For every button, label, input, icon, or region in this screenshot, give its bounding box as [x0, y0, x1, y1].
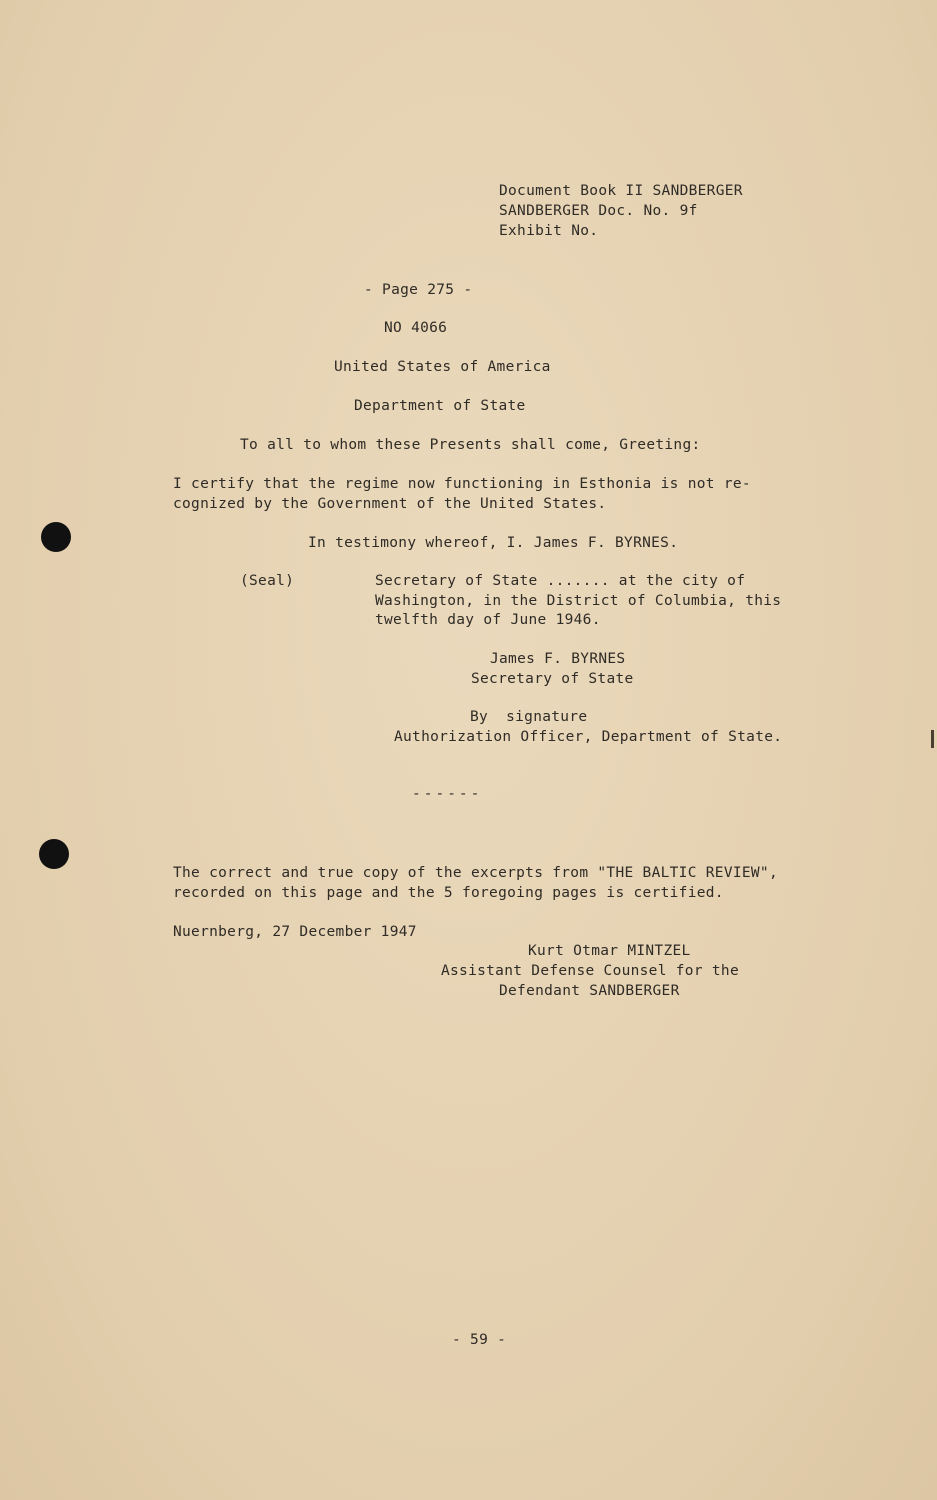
seal-label: (Seal): [240, 573, 295, 589]
certify-line-2: cognized by the Government of the United States.: [173, 496, 607, 512]
header-line-3: Exhibit No.: [499, 223, 599, 239]
signer-name: James F. BYRNES: [490, 651, 626, 667]
department-heading: Department of State: [354, 398, 526, 414]
footer-page-number: - 59 -: [452, 1332, 507, 1348]
header-line-2: SANDBERGER Doc. No. 9f: [499, 203, 698, 219]
document-number: NO 4066: [384, 320, 448, 336]
counsel-title: Assistant Defense Counsel for the: [441, 963, 739, 979]
place-date: Nuernberg, 27 December 1947: [173, 924, 417, 940]
country-heading: United States of America: [334, 359, 551, 375]
edge-mark: [931, 730, 934, 748]
seal-text-line-2: Washington, in the District of Columbia, this: [375, 593, 782, 609]
header-line-1: Document Book II SANDBERGER: [499, 183, 743, 199]
punch-hole-top: [41, 522, 71, 552]
authorization-line-2: Authorization Officer, Department of State.: [394, 729, 783, 745]
page-reference: - Page 275 -: [364, 282, 473, 298]
copy-certification-line-2: recorded on this page and the 5 foregoing pages is certified.: [173, 885, 724, 901]
seal-text-line-3: twelfth day of June 1946.: [375, 612, 601, 628]
punch-hole-bottom: [39, 839, 69, 869]
copy-certification-line-1: The correct and true copy of the excerpts from "THE BALTIC REVIEW",: [173, 865, 778, 881]
greeting: To all to whom these Presents shall come, Greeting:: [240, 437, 701, 453]
separator-dashes: ------: [412, 786, 483, 802]
seal-text-line-1: Secretary of State ....... at the city of: [375, 573, 746, 589]
counsel-name: Kurt Otmar MINTZEL: [528, 943, 691, 959]
signer-title: Secretary of State: [471, 671, 634, 687]
authorization-line-1: By signature: [470, 709, 588, 725]
counsel-client: Defendant SANDBERGER: [499, 983, 680, 999]
certify-line-1: I certify that the regime now functioning in Esthonia is not re-: [173, 476, 751, 492]
testimony-line: In testimony whereof, I. James F. BYRNES.: [308, 535, 679, 551]
